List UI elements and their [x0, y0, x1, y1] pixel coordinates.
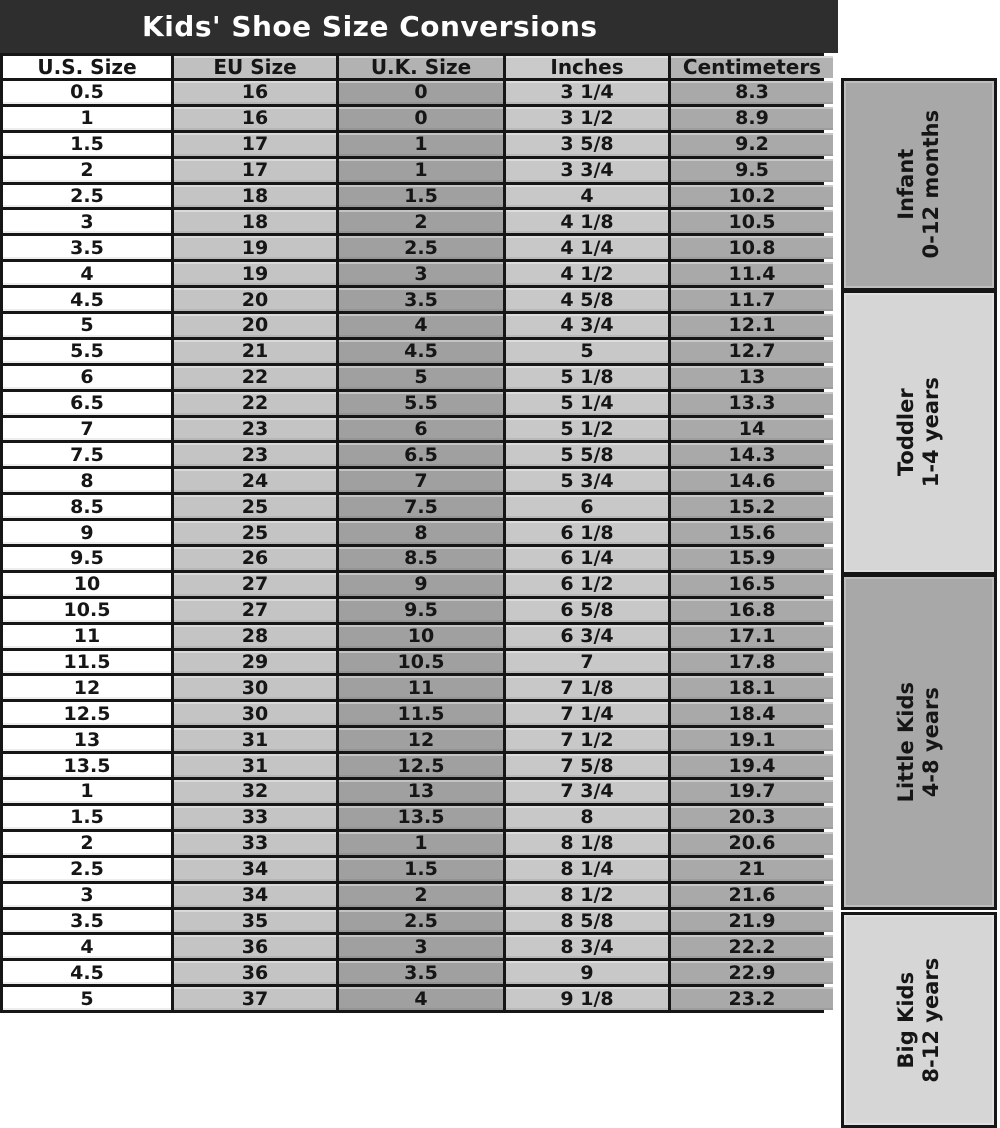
cell-row14-centimeters: 14 — [671, 418, 833, 441]
cell-row27-eu-size: 31 — [174, 754, 336, 777]
cell-row2-eu-size: 16 — [174, 107, 336, 130]
age-group-infant — [841, 78, 997, 291]
chart-title-bar — [0, 0, 838, 53]
cell-row30-inches: 8 1/8 — [506, 832, 668, 855]
cell-row18-eu-size: 25 — [174, 521, 336, 544]
cell-row22-us-size: 11 — [3, 625, 171, 648]
cell-row20-inches: 6 1/2 — [506, 573, 668, 596]
cell-row18-inches: 6 1/8 — [506, 521, 668, 544]
cell-row17-us-size: 8.5 — [3, 495, 171, 518]
cell-row25-uk-size: 11.5 — [339, 702, 503, 725]
cell-row23-us-size: 11.5 — [3, 651, 171, 674]
cell-row33-inches: 8 5/8 — [506, 910, 668, 933]
cell-row10-centimeters: 12.1 — [671, 314, 833, 337]
cell-row6-uk-size: 2 — [339, 210, 503, 233]
cell-row26-centimeters: 19.1 — [671, 728, 833, 751]
cell-row16-inches: 5 3/4 — [506, 469, 668, 492]
cell-row31-eu-size: 34 — [174, 858, 336, 881]
cell-row20-uk-size: 9 — [339, 573, 503, 596]
cell-row23-centimeters: 17.8 — [671, 651, 833, 674]
cell-row2-us-size: 1 — [3, 107, 171, 130]
age-group-label-big-kids — [894, 958, 944, 1083]
cell-row35-eu-size: 36 — [174, 961, 336, 984]
cell-row22-uk-size: 10 — [339, 625, 503, 648]
cell-row28-us-size: 1 — [3, 780, 171, 803]
cell-row22-inches: 6 3/4 — [506, 625, 668, 648]
cell-row18-uk-size: 8 — [339, 521, 503, 544]
cell-row11-us-size: 5.5 — [3, 340, 171, 363]
cell-row9-us-size: 4.5 — [3, 288, 171, 311]
cell-row14-eu-size: 23 — [174, 418, 336, 441]
cell-row5-inches: 4 — [506, 185, 668, 208]
cell-row32-eu-size: 34 — [174, 884, 336, 907]
cell-row8-eu-size: 19 — [174, 262, 336, 285]
cell-row26-us-size: 13 — [3, 728, 171, 751]
cell-row6-us-size: 3 — [3, 210, 171, 233]
cell-row27-inches: 7 5/8 — [506, 754, 668, 777]
age-group-sidebar — [841, 0, 997, 1083]
cell-row19-inches: 6 1/4 — [506, 547, 668, 570]
cell-row15-us-size: 7.5 — [3, 443, 171, 466]
cell-row12-us-size: 6 — [3, 366, 171, 389]
cell-row5-centimeters: 10.2 — [671, 185, 833, 208]
cell-row7-uk-size: 2.5 — [339, 236, 503, 259]
cell-row36-inches: 9 1/8 — [506, 987, 668, 1010]
cell-row21-inches: 6 5/8 — [506, 599, 668, 622]
cell-row12-inches: 5 1/8 — [506, 366, 668, 389]
cell-row8-uk-size: 3 — [339, 262, 503, 285]
cell-row3-centimeters: 9.2 — [671, 133, 833, 156]
cell-row34-inches: 8 3/4 — [506, 935, 668, 958]
cell-row8-us-size: 4 — [3, 262, 171, 285]
cell-row10-us-size: 5 — [3, 314, 171, 337]
cell-row14-us-size: 7 — [3, 418, 171, 441]
cell-row28-uk-size: 13 — [339, 780, 503, 803]
cell-row12-uk-size: 5 — [339, 366, 503, 389]
cell-row20-us-size: 10 — [3, 573, 171, 596]
age-group-label-infant — [894, 110, 944, 259]
cell-row6-eu-size: 18 — [174, 210, 336, 233]
cell-row12-eu-size: 22 — [174, 366, 336, 389]
cell-row16-centimeters: 14.6 — [671, 469, 833, 492]
cell-row33-uk-size: 2.5 — [339, 910, 503, 933]
cell-row29-us-size: 1.5 — [3, 806, 171, 829]
cell-row30-centimeters: 20.6 — [671, 832, 833, 855]
age-group-label-little-kids — [894, 682, 944, 802]
cell-row32-us-size: 3 — [3, 884, 171, 907]
cell-row22-eu-size: 28 — [174, 625, 336, 648]
cell-row7-us-size: 3.5 — [3, 236, 171, 259]
cell-row4-centimeters: 9.5 — [671, 159, 833, 182]
cell-row29-inches: 8 — [506, 806, 668, 829]
cell-row15-centimeters: 14.3 — [671, 443, 833, 466]
cell-row32-uk-size: 2 — [339, 884, 503, 907]
cell-row9-inches: 4 5/8 — [506, 288, 668, 311]
cell-row15-eu-size: 23 — [174, 443, 336, 466]
cell-row24-inches: 7 1/8 — [506, 676, 668, 699]
cell-row25-us-size: 12.5 — [3, 702, 171, 725]
cell-row24-eu-size: 30 — [174, 676, 336, 699]
cell-row11-inches: 5 — [506, 340, 668, 363]
cell-row4-us-size: 2 — [3, 159, 171, 182]
cell-row32-inches: 8 1/2 — [506, 884, 668, 907]
cell-row35-inches: 9 — [506, 961, 668, 984]
cell-row5-us-size: 2.5 — [3, 185, 171, 208]
cell-row2-uk-size: 0 — [339, 107, 503, 130]
cell-row2-inches: 3 1/2 — [506, 107, 668, 130]
cell-row1-us-size: 0.5 — [3, 81, 171, 104]
age-group-name: Toddler — [893, 388, 918, 477]
cell-row19-eu-size: 26 — [174, 547, 336, 570]
cell-row3-inches: 3 5/8 — [506, 133, 668, 156]
cell-row13-centimeters: 13.3 — [671, 392, 833, 415]
cell-row35-uk-size: 3.5 — [339, 961, 503, 984]
cell-row10-inches: 4 3/4 — [506, 314, 668, 337]
cell-row29-uk-size: 13.5 — [339, 806, 503, 829]
cell-row15-uk-size: 6.5 — [339, 443, 503, 466]
cell-row4-eu-size: 17 — [174, 159, 336, 182]
column-header-inches: Inches — [506, 56, 668, 78]
cell-row10-eu-size: 20 — [174, 314, 336, 337]
cell-row1-eu-size: 16 — [174, 81, 336, 104]
cell-row36-us-size: 5 — [3, 987, 171, 1010]
cell-row10-uk-size: 4 — [339, 314, 503, 337]
cell-row23-uk-size: 10.5 — [339, 651, 503, 674]
cell-row19-centimeters: 15.9 — [671, 547, 833, 570]
cell-row33-eu-size: 35 — [174, 910, 336, 933]
cell-row25-eu-size: 30 — [174, 702, 336, 725]
cell-row9-uk-size: 3.5 — [339, 288, 503, 311]
cell-row4-uk-size: 1 — [339, 159, 503, 182]
cell-row6-inches: 4 1/8 — [506, 210, 668, 233]
cell-row6-centimeters: 10.5 — [671, 210, 833, 233]
cell-row18-centimeters: 15.6 — [671, 521, 833, 544]
age-group-name: Big Kids — [893, 971, 918, 1069]
cell-row30-uk-size: 1 — [339, 832, 503, 855]
cell-row30-us-size: 2 — [3, 832, 171, 855]
cell-row35-us-size: 4.5 — [3, 961, 171, 984]
cell-row23-inches: 7 — [506, 651, 668, 674]
cell-row24-us-size: 12 — [3, 676, 171, 699]
cell-row3-uk-size: 1 — [339, 133, 503, 156]
cell-row21-us-size: 10.5 — [3, 599, 171, 622]
cell-row34-eu-size: 36 — [174, 935, 336, 958]
cell-row29-eu-size: 33 — [174, 806, 336, 829]
cell-row26-inches: 7 1/2 — [506, 728, 668, 751]
cell-row16-us-size: 8 — [3, 469, 171, 492]
cell-row20-centimeters: 16.5 — [671, 573, 833, 596]
cell-row31-inches: 8 1/4 — [506, 858, 668, 881]
cell-row17-uk-size: 7.5 — [339, 495, 503, 518]
cell-row36-uk-size: 4 — [339, 987, 503, 1010]
cell-row23-eu-size: 29 — [174, 651, 336, 674]
cell-row8-inches: 4 1/2 — [506, 262, 668, 285]
cell-row21-eu-size: 27 — [174, 599, 336, 622]
age-group-range: 8-12 years — [918, 957, 943, 1083]
column-header-eu-size: EU Size — [174, 56, 336, 78]
cell-row16-eu-size: 24 — [174, 469, 336, 492]
column-header-us-size: U.S. Size — [3, 56, 171, 78]
cell-row21-centimeters: 16.8 — [671, 599, 833, 622]
age-group-toddler — [841, 290, 997, 575]
cell-row9-centimeters: 11.7 — [671, 288, 833, 311]
cell-row31-uk-size: 1.5 — [339, 858, 503, 881]
cell-row27-centimeters: 19.4 — [671, 754, 833, 777]
column-header-centimeters: Centimeters — [671, 56, 833, 78]
cell-row25-inches: 7 1/4 — [506, 702, 668, 725]
cell-row12-centimeters: 13 — [671, 366, 833, 389]
age-group-name: Little Kids — [893, 681, 918, 803]
cell-row36-eu-size: 37 — [174, 987, 336, 1010]
cell-row1-inches: 3 1/4 — [506, 81, 668, 104]
age-group-label-toddler — [894, 377, 944, 487]
cell-row34-us-size: 4 — [3, 935, 171, 958]
cell-row1-uk-size: 0 — [339, 81, 503, 104]
cell-row34-centimeters: 22.2 — [671, 935, 833, 958]
cell-row7-inches: 4 1/4 — [506, 236, 668, 259]
cell-row27-uk-size: 12.5 — [339, 754, 503, 777]
cell-row34-uk-size: 3 — [339, 935, 503, 958]
cell-row25-centimeters: 18.4 — [671, 702, 833, 725]
cell-row36-centimeters: 23.2 — [671, 987, 833, 1010]
cell-row17-inches: 6 — [506, 495, 668, 518]
age-group-name: Infant — [893, 148, 918, 221]
cell-row26-eu-size: 31 — [174, 728, 336, 751]
cell-row9-eu-size: 20 — [174, 288, 336, 311]
conversion-table — [0, 53, 824, 1013]
cell-row17-eu-size: 25 — [174, 495, 336, 518]
cell-row31-us-size: 2.5 — [3, 858, 171, 881]
cell-row28-centimeters: 19.7 — [671, 780, 833, 803]
cell-row28-eu-size: 32 — [174, 780, 336, 803]
cell-row13-eu-size: 22 — [174, 392, 336, 415]
cell-row35-centimeters: 22.9 — [671, 961, 833, 984]
cell-row4-inches: 3 3/4 — [506, 159, 668, 182]
cell-row15-inches: 5 5/8 — [506, 443, 668, 466]
cell-row13-uk-size: 5.5 — [339, 392, 503, 415]
age-group-little-kids — [841, 574, 997, 910]
cell-row20-eu-size: 27 — [174, 573, 336, 596]
age-group-range: 4-8 years — [918, 686, 943, 798]
cell-row26-uk-size: 12 — [339, 728, 503, 751]
cell-row11-centimeters: 12.7 — [671, 340, 833, 363]
cell-row32-centimeters: 21.6 — [671, 884, 833, 907]
cell-row1-centimeters: 8.3 — [671, 81, 833, 104]
cell-row28-inches: 7 3/4 — [506, 780, 668, 803]
cell-row5-uk-size: 1.5 — [339, 185, 503, 208]
cell-row31-centimeters: 21 — [671, 858, 833, 881]
cell-row24-centimeters: 18.1 — [671, 676, 833, 699]
cell-row2-centimeters: 8.9 — [671, 107, 833, 130]
cell-row27-us-size: 13.5 — [3, 754, 171, 777]
cell-row3-eu-size: 17 — [174, 133, 336, 156]
age-group-range: 0-12 months — [919, 110, 943, 259]
cell-row33-us-size: 3.5 — [3, 910, 171, 933]
cell-row16-uk-size: 7 — [339, 469, 503, 492]
cell-row11-eu-size: 21 — [174, 340, 336, 363]
cell-row14-uk-size: 6 — [339, 418, 503, 441]
age-group-big-kids — [841, 912, 997, 1128]
cell-row7-centimeters: 10.8 — [671, 236, 833, 259]
cell-row21-uk-size: 9.5 — [339, 599, 503, 622]
cell-row13-us-size: 6.5 — [3, 392, 171, 415]
cell-row24-uk-size: 11 — [339, 676, 503, 699]
cell-row17-centimeters: 15.2 — [671, 495, 833, 518]
column-header-uk-size: U.K. Size — [339, 56, 503, 78]
chart-title: Kids' Shoe Size Conversions — [142, 10, 598, 43]
cell-row13-inches: 5 1/4 — [506, 392, 668, 415]
cell-row18-us-size: 9 — [3, 521, 171, 544]
cell-row19-us-size: 9.5 — [3, 547, 171, 570]
cell-row5-eu-size: 18 — [174, 185, 336, 208]
age-group-range: 1-4 years — [919, 377, 943, 488]
cell-row8-centimeters: 11.4 — [671, 262, 833, 285]
cell-row33-centimeters: 21.9 — [671, 910, 833, 933]
cell-row7-eu-size: 19 — [174, 236, 336, 259]
cell-row29-centimeters: 20.3 — [671, 806, 833, 829]
cell-row11-uk-size: 4.5 — [339, 340, 503, 363]
cell-row22-centimeters: 17.1 — [671, 625, 833, 648]
cell-row3-us-size: 1.5 — [3, 133, 171, 156]
cell-row14-inches: 5 1/2 — [506, 418, 668, 441]
cell-row30-eu-size: 33 — [174, 832, 336, 855]
cell-row19-uk-size: 8.5 — [339, 547, 503, 570]
